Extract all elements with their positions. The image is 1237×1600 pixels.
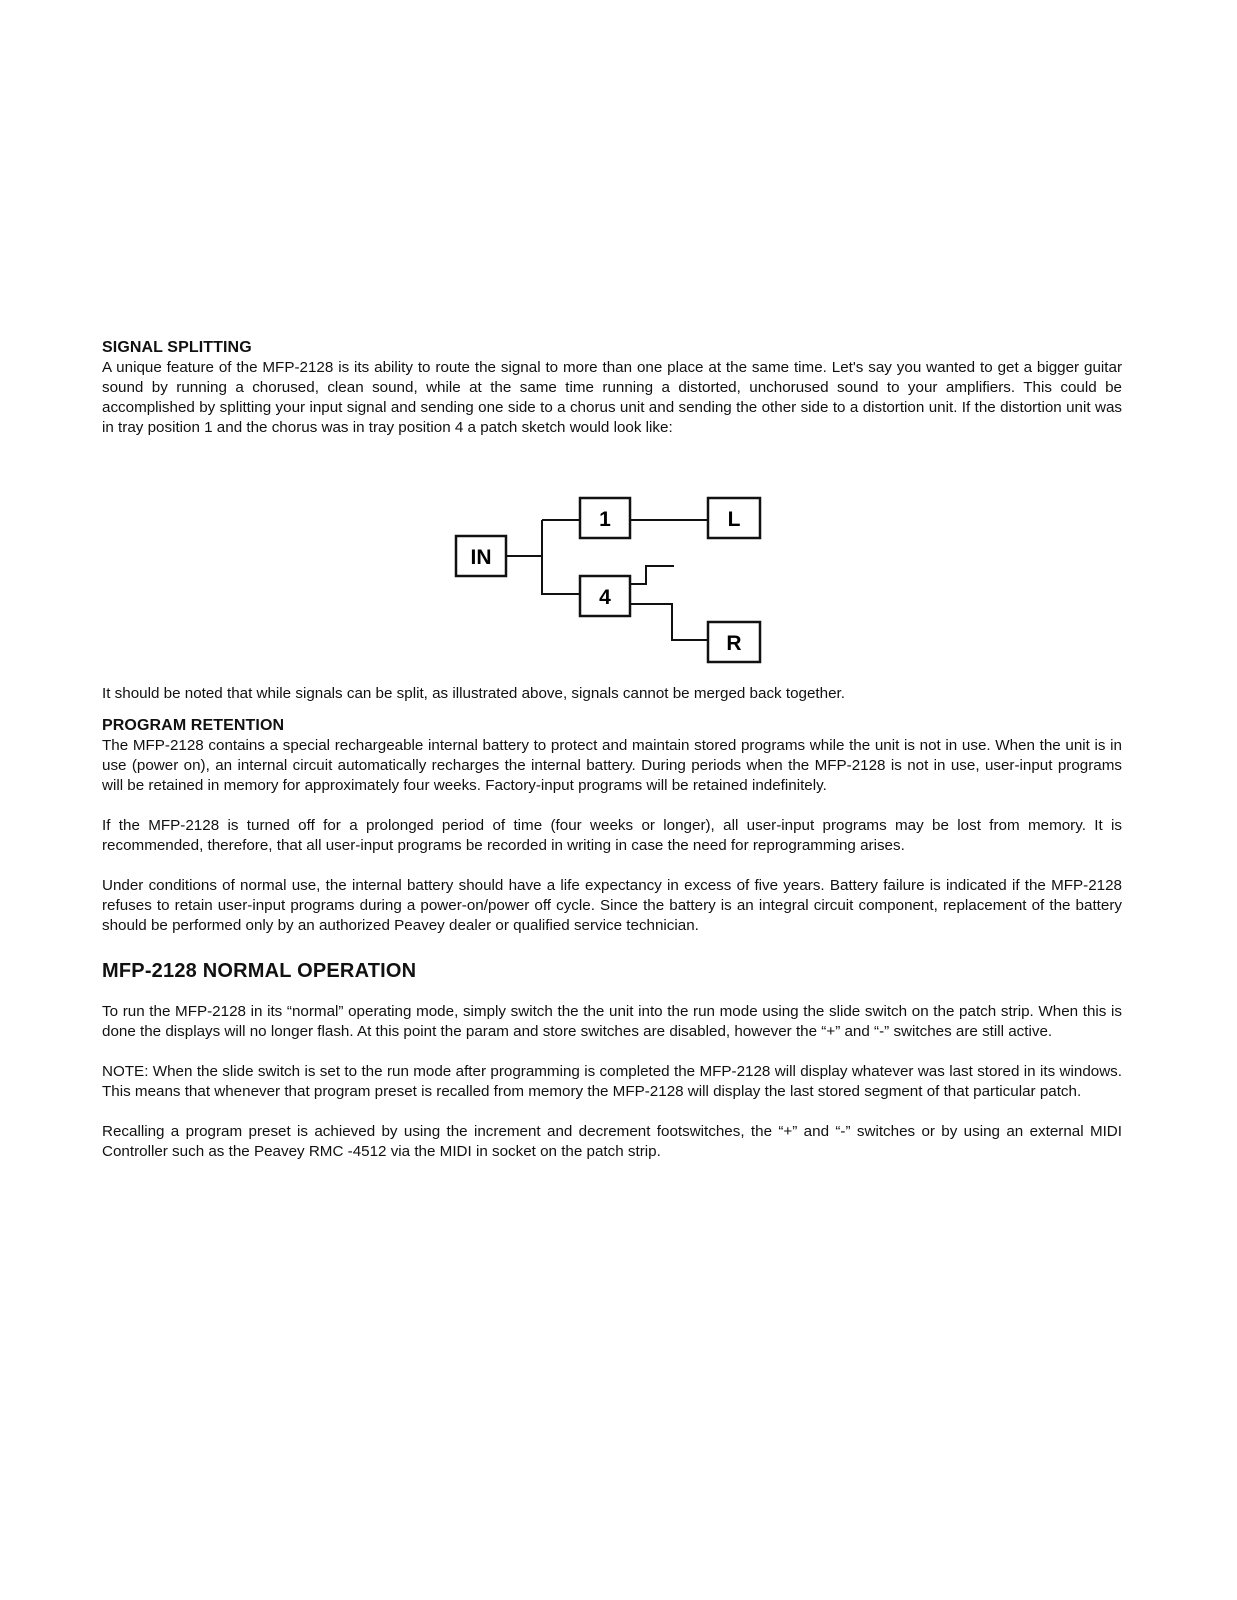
tray-4-label: 4 <box>599 586 611 609</box>
normal-operation-para-2: NOTE: When the slide switch is set to the run mode after programming is completed the MFP-2128 will display whatever was last stored in its windows. This means that whenever that program preset is recalled from memory the MFP-2128 will display the last stored segment of that particular patch. <box>102 1063 1122 1100</box>
right-output-label: R <box>726 632 742 655</box>
in-label: IN <box>470 546 492 569</box>
program-retention-heading: PROGRAM RETENTION <box>102 717 285 734</box>
manual-page <box>102 338 1122 1162</box>
wire-4-to-right <box>630 604 708 640</box>
program-retention-para-3: Under conditions of normal use, the internal battery should have a life expectancy in excess of five years. Battery failure is indicated if the MFP-2128 refuses to retain user-input programs during a power-on/power off cycle. Since the battery is an integral circuit component, replacement of the battery should be performed only by an authorized Peavey dealer or qualified service technician. <box>102 877 1122 934</box>
program-retention-para-1: The MFP-2128 contains a special rechargeable internal battery to protect and maintain stored programs while the unit is not in use. When the unit is in use (power on), an internal circuit automatically recharges the internal battery. During periods when the MFP-2128 is not in use, user-input programs will be retained in memory for approximately four weeks. Factory-input programs will be retained indefinitely. <box>102 737 1122 794</box>
wire-4-stub <box>630 566 674 584</box>
patch-sketch-diagram <box>450 490 770 670</box>
signal-splitting-note: It should be noted that while signals can be split, as illustrated above, signals cannot be merged back together. <box>102 685 845 702</box>
signal-splitting-intro: A unique feature of the MFP-2128 is its ability to route the signal to more than one place at the same time. Let's say you wanted to get a bigger guitar sound by running a chorused, clean sound, while at the same time running a distorted, unchorused sound to your amplifiers. This could be accomplished by splitting your input signal and sending one side to a chorus unit and sending the other side to a distortion unit. If the distortion unit was in tray position 1 and the chorus was in tray position 4 a patch sketch would look like: <box>102 359 1122 436</box>
normal-operation-para-3: Recalling a program preset is achieved by using the increment and decrement footswitches, the “+” and “-” switches or by using an external MIDI Controller such as the Peavey RMC -4512 via the MIDI in socket on the patch strip. <box>102 1123 1122 1160</box>
signal-splitting-heading: SIGNAL SPLITTING <box>102 339 252 356</box>
program-retention-para-2: If the MFP-2128 is turned off for a prolonged period of time (four weeks or longer), all user-input programs may be lost from memory. It is recommended, therefore, that all user-input programs be recorded in writing in case the need for reprogramming arises. <box>102 817 1122 854</box>
wire-split-to-1 <box>542 520 580 594</box>
normal-operation-heading: MFP-2128 NORMAL OPERATION <box>102 960 417 982</box>
left-output-label: L <box>727 508 741 531</box>
tray-1-label: 1 <box>599 508 611 531</box>
normal-operation-para-1: To run the MFP-2128 in its “normal” operating mode, simply switch the the unit into the run mode using the slide switch on the patch strip. When this is done the displays will no longer flash. At this point the param and store switches are disabled, however the “+” and “-” switches are still active. <box>102 1003 1122 1040</box>
